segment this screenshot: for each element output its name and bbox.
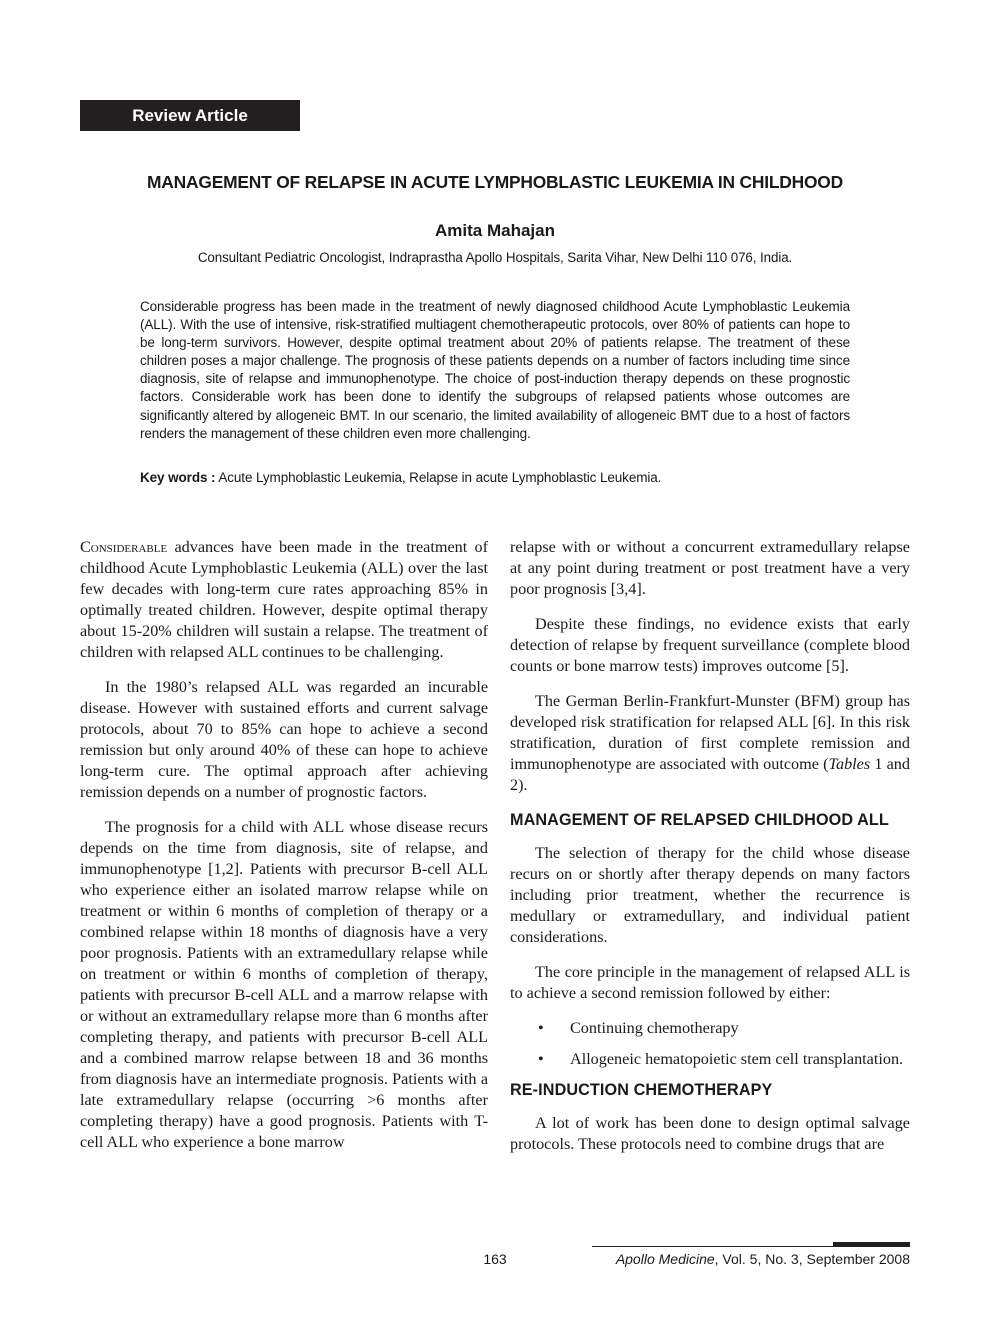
drop-lead-word: Considerable [80, 538, 168, 556]
bullet-icon: • [538, 1050, 544, 1068]
body-paragraph-9: A lot of work has been done to design optimal salvage protocols. These protocols need to combine drugs that are [510, 1114, 910, 1153]
article-type-badge: Review Article [80, 100, 300, 131]
body-paragraph-7: The selection of therapy for the child whose disease recurs on or shortly after therapy depends on many factors including prior treatment, whether the recurrence is medullary or extramedullary, and individual patient considerations. [510, 844, 910, 946]
body-paragraph-1-text: advances have been made in the treatment of childhood Acute Lymphoblastic Leukemia (ALL) over the last few decades with long-term cure rates approaching 85% in optimally treated children. However, despite optimal therapy about 15-20% children will sustain a relapse. The treatment of children with relapsed ALL continues to be challenging. [80, 538, 488, 661]
journal-citation [560, 1251, 910, 1267]
section-heading-management: MANAGEMENT OF RELAPSED CHILDHOOD ALL [510, 811, 889, 829]
keywords-label: Key words : [140, 470, 216, 485]
bullet-icon: • [538, 1019, 544, 1037]
footer-rule-accent [833, 1242, 910, 1247]
section-heading-reinduction: RE-INDUCTION CHEMOTHERAPY [510, 1081, 773, 1099]
body-paragraph-6 [510, 691, 910, 796]
body-column-right [510, 537, 910, 1169]
body-paragraph-6-text: The German Berlin-Frankfurt-Munster (BFM) group has developed risk stratification for relapsed ALL [6]. In this risk stratification, duration of first complete remission and immunophenotype are associated with outcome ( [510, 692, 910, 773]
list-item [510, 1049, 910, 1070]
journal-details: , Vol. 5, No. 3, September 2008 [714, 1251, 910, 1267]
treatment-options-list [510, 1018, 910, 1070]
body-paragraph-5: Despite these findings, no evidence exists that early detection of relapse by frequent surveillance (complete blood counts or bone marrow tests) improves outcome [5]. [510, 615, 910, 675]
page-number: 163 [483, 1251, 507, 1267]
tables-reference: Tables [828, 755, 871, 773]
keywords-list: Acute Lymphoblastic Leukemia, Relapse in acute Lymphoblastic Leukemia. [218, 470, 662, 485]
body-paragraph-2: In the 1980’s relapsed ALL was regarded an incurable disease. However with sustained efforts and current salvage protocols, about 70 to 85% can hope to achieve a second remission but only around 40% of these can hope to achieve long-term cure. The optimal approach after achieving remission depends on a number of prognostic factors. [80, 678, 488, 801]
author-affiliation: Consultant Pediatric Oncologist, Indraprastha Apollo Hospitals, Sarita Vihar, New Delhi 110 076, India. [197, 250, 793, 265]
body-paragraph-8: The core principle in the management of relapsed ALL is to achieve a second remission followed by either: [510, 963, 910, 1002]
list-item [510, 1018, 910, 1039]
article-title: MANAGEMENT OF RELAPSE IN ACUTE LYMPHOBLASTIC LEUKEMIA IN CHILDHOOD [147, 172, 843, 192]
list-item-text: Continuing chemotherapy [570, 1019, 739, 1037]
body-paragraph-3: The prognosis for a child with ALL whose disease recurs depends on the time from diagnosis, site of relapse, and immunophenotype [1,2]. Patients with precursor B-cell ALL who experience either an isolated marrow relapse while on treatment or within 6 months of completion of therapy or a combined relapse within 18 months of diagnosis have a very poor prognosis. Patients with an extramedullary relapse while on treatment or within 6 months of completion of therapy, patients with precursor B-cell ALL and a marrow relapse with or without an extramedullary relapse more than 6 months after completing therapy, and patients with precursor B-cell ALL and a combined marrow relapse between 18 and 36 months from diagnosis have an intermediate prognosis. Patients with a late extramedullary relapse (occurring >6 months after completing therapy) have a good prognosis. Patients with T-cell ALL who experience a bone marrow [80, 818, 488, 1151]
body-paragraph-1 [80, 537, 488, 663]
list-item-text: Allogeneic hematopoietic stem cell transplantation. [570, 1050, 904, 1068]
abstract-text: Considerable progress has been made in the treatment of newly diagnosed childhood Acute Lymphoblastic Leukemia (ALL). With the use of intensive, risk-stratified multiagent chemotherapeutic protocols, over 80% of patients can hope to be long-term survivors. However, despite optimal treatment about 20% of patients relapse. The treatment of these children poses a major challenge. The prognosis of these patients depends on a number of factors including time since diagnosis, site of relapse and immunophenotype. The choice of post-induction therapy depends on these prognostic factors. Considerable work has been done to identify the subgroups of relapsed patients whose outcomes are significantly altered by allogeneic BMT. In our scenario, the limited availability of allogeneic BMT due to a host of factors renders the management of these children even more challenging. [140, 299, 850, 441]
body-paragraph-6-end: 1 and 2). [510, 755, 910, 794]
body-paragraph-4: relapse with or without a concurrent extramedullary relapse at any point during treatment or post treatment have a very poor prognosis [3,4]. [510, 538, 910, 598]
keywords [140, 470, 860, 485]
author-name: Amita Mahajan [435, 221, 555, 240]
body-column-left [80, 537, 488, 1167]
journal-name: Apollo Medicine [615, 1251, 715, 1267]
